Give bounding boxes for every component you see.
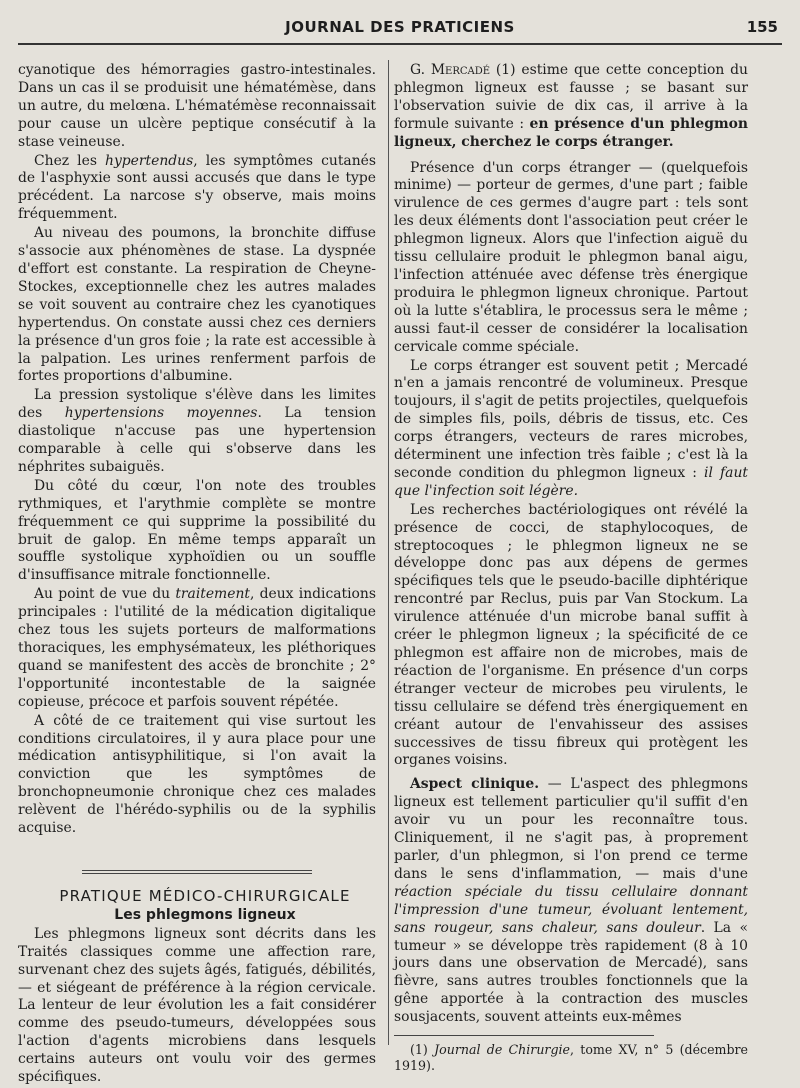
section-rule xyxy=(82,873,312,874)
footnote: (1) Journal de Chirurgie, tome XV, n° 5 (décembre 1919). xyxy=(394,1042,748,1074)
footnote-rule xyxy=(394,1035,654,1036)
paragraph: Du côté du cœur, l'on note des troubles rythmiques, et l'arythmie complète se montre fréquemment ce qui supprime la possibilité du bruit de galop. En même temps apparaît un souffle systolique xyphoïdien ou un souffle d'insuffisance mitrale fonctionnelle. xyxy=(18,477,376,584)
column-divider xyxy=(388,60,389,1045)
paragraph: cyanotique des hémorragies gastro-intestinales. Dans un cas il se produisit une hématémèse, dans un autre, du melœna. L'hématémèse reconnaissait pour cause un ulcère peptique consécutif à la stase veineuse. xyxy=(18,62,376,150)
paragraph: Présence d'un corps étranger — (quelquefois minime) — porteur de germes, d'une part ; faible virulence de ces germes d'augre part : tels sont les deux éléments dont l'association peut créer le phlegmon ligneux. Alors que l'infection aiguë du tissu cellulaire produit le phlegmon banal aigu, l'infection atténuée avec défense très énergique produira le phlegmon ligneux chronique. Partout où la lutte s'établira, le processus sera le même ; aussi faut-il cesser de considérer la localisation cervicale comme spéciale. xyxy=(394,159,748,355)
section-title: PRATIQUE MÉDICO-CHIRURGICALE xyxy=(59,886,351,905)
paragraph: G. Mercadé (1) estime que cette conception du phlegmon ligneux est fausse ; se basant sur l'observation suivie de dix cas, il arrive à la formule suivante : en présence d'un phlegmon ligneux, cherchez le corps étranger. xyxy=(394,62,749,150)
paragraph: Au point de vue du traitement, deux indications principales : l'utilité de la médication digitalique chez tous les sujets porteurs de malformations thoraciques, les emphysémateux, les pléthoriques quand se manifestent des accès de bronchite ; 2° l'opportunité incontestable de la saignée copieuse, précoce et parfois souvent répétée. xyxy=(18,586,376,710)
paragraph: Les phlegmons ligneux sont décrits dans les Traités classiques comme une affection rare, survenant chez des sujets âgés, fatigués, débilités, — et siégeant de préférence à la région cervicale. La lenteur de leur évolution les a fait considérer comme des pseudo-tumeurs, développées sous l'action d'agents microbiens dans lesquels certains auteurs ont voulu voir des germes spécifiques. xyxy=(18,925,376,1086)
page-number: 155 xyxy=(746,18,778,36)
right-column xyxy=(394,62,748,1075)
header-rule xyxy=(18,43,782,45)
paragraph: Le corps étranger est souvent petit ; Mercadé n'en a jamais rencontré de volumineux. Presque toujours, il s'agit de petits projectiles, quelquefois de simples fils, poils, débris de tissus, etc. Ces corps étrangers, vecteurs de rares microbes, déterminent une infection très faible ; c'est là la seconde condition du phlegmon ligneux : il faut que l'infection soit légère. xyxy=(394,357,748,499)
paragraph: La pression systolique s'élève dans les limites des hypertensions moyennes. La tension diastolique n'accuse pas une hypertension comparable à celle qui s'observe dans les néphrites subaiguës. xyxy=(18,387,377,475)
paragraph: Au niveau des poumons, la bronchite diffuse s'associe aux phénomènes de stase. La dyspnée d'effort est constante. La respiration de Cheyne-Stockes, exceptionnelle chez les autres malades se voit souvent au contraire chez les cyanotiques hypertendus. On constate aussi chez ces derniers la présence d'un gros foie ; la rate est accessible à la palpation. Les urines renferment parfois de fortes proportions d'albumine. xyxy=(18,225,376,385)
article-title: Les phlegmons ligneux xyxy=(114,906,296,923)
section-rule xyxy=(82,870,312,871)
paragraph: A côté de ce traitement qui vise surtout les conditions circulatoires, il y aura place pour une médication antisyphilitique, si l'on avait la conviction que les symptômes de bronchopneumonie chronique chez ces malades relèvent de l'hérédo-syphilis ou de la syphilis acquise. xyxy=(18,712,376,837)
page-header xyxy=(18,18,782,48)
paragraph: Les recherches bactériologiques ont révélé la présence de cocci, de staphylocoques, de streptocoques ; le phlegmon ligneux ne se développe donc pas aux dépens de germes spécifiques tels que le pseudo-bacille diphtérique rencontré par Reclus, puis par Van Stockum. La virulence atténuée d'un microbe banal suffit à créer le phlegmon ligneux ; la spécificité de ce phlegmon est affaire non de microbes, mais de réaction de l'organisme. En présence d'un corps étranger vecteur de microbes peu virulents, le tissu cellulaire se défend très énergiquement en créant autour de l'envahisseur des assises successives de tissu fibreux qui protègent les organes voisins. xyxy=(394,501,748,769)
left-column xyxy=(18,62,376,1088)
paragraph: Chez les hypertendus, les symptômes cutanés de l'asphyxie sont aussi accusés que dans le type précédent. La narcose s'y observe, mais moins fréquemment. xyxy=(18,152,376,223)
paragraph: Aspect clinique. — L'aspect des phlegmons ligneux est tellement particulier qu'il suffit d'en avoir vu un pour les reconnaître tous. Cliniquement, il ne s'agit pas, à proprement parler, d'un phlegmon, si l'on prend ce terme dans le sens d'inflammation, — mais d'une réaction spéciale du tissu cellulaire donnant l'impression d'une tumeur, évoluant lentement, sans rougeur, sans chaleur, sans douleur. La « tumeur » se développe très rapidement (8 à 10 jours dans une observation de Mercadé), sans fièvre, sans autres troubles fonctionnels que la gêne apportée à la contraction des muscles sousjacents, souvent atteints eux-mêmes xyxy=(394,776,748,1026)
journal-title: JOURNAL DES PRATICIENS xyxy=(285,18,515,36)
